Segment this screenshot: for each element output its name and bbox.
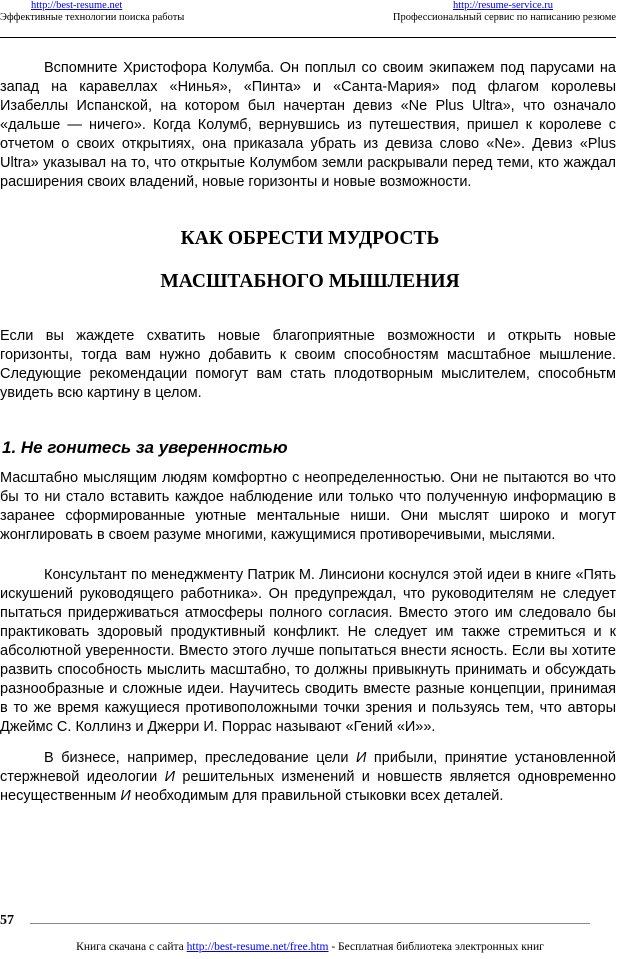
paragraph-lencioni: Консультант по менеджменту Патрик М. Линсиони коснулся этой идеи в книге «Пять искушений руководящего работника». Он предупреждал, что руководителям не следует пытаться придерживаться атмосферы полного согласия. Вместо этого им следовало бы практиковать здоровый продуктивный конфликт. Не следует им также стремиться и к абсолютной уверенности. Вместо этого лучше попытаться внести ясность. Если вы хотите развить способность мыслить масштабно, то должны привыкнуть принимать и обсуждать разнообразные и сложные идеи. Научитесь сводить вместе разные концепции, принимая в то же время кажущиеся противоположными точки зрения и пользуясь тем, что авторы Джеймс С. Коллинз и Джерри И. Поррас называют «Гений «И»». <box>0 567 616 735</box>
business-text-d: необходимым для правильной стыковки всех деталей. <box>130 788 504 804</box>
business-and-2: И <box>164 769 175 785</box>
business-text-b: прибыли, принятие установленной стержневой идеологии <box>0 750 616 785</box>
page-footer <box>0 941 620 953</box>
page-number: 57 <box>0 913 14 928</box>
business-and-3: И <box>120 788 131 804</box>
footer-prefix: Книга скачана с сайта <box>76 941 187 953</box>
footer-suffix: - Бесплатная библиотека электронных книг <box>328 941 544 953</box>
header-right-text: Профессиональный сервис по написанию резюме <box>392 12 616 23</box>
header-link-best-resume[interactable]: http://best-resume.net <box>31 0 123 11</box>
header-link-resume-service[interactable]: http://resume-service.ru <box>453 0 554 11</box>
chapter-title-line-1: КАК ОБРЕСТИ МУДРОСТЬ <box>180 228 440 249</box>
paragraph-business <box>0 749 616 806</box>
business-text-c: решительных изменений и новшеств является одновременно несущественным <box>0 769 616 804</box>
footer-link-free[interactable]: http://best-resume.net/free.htm <box>186 941 329 953</box>
paragraph-columbus: Вспомните Христофора Колумба. Он поплыл со своим экипажем под парусами на запад на каравеллах «Нинья», «Пинта» и «Санта-Мария» под флагом королевы Изабеллы Испанской, на котором был начертан девиз «Ne Plus Ultra», что означало «дальше — ничего». Когда Колумб, вернувшись из путешествия, пришел к королеве с отчетом о своих открытиях, она приказала убрать из девиза слово «Ne». Девиз «Plus Ultra» указывал на то, что открытые Колумбом земли раскрывали перед теми, кто жаждал расширения своих владений, новые горизонты и новые возможности. <box>0 60 616 190</box>
section-heading: 1. Не гонитесь за уверенностью <box>2 438 288 457</box>
business-and-1: И <box>356 750 367 766</box>
business-text-a: В бизнесе, например, преследование цели <box>44 750 356 766</box>
header-left-text: Эффективные технологии поиска работы <box>0 12 185 23</box>
paragraph-intro: Если вы жаждете схватить новые благоприятные возможности и открыть новые горизонты, тогда вам нужно добавить к своим способностям масштабное мышление. Следующие рекомендации помогут вам стать плодотворным мыслителем, способньтм увидеть всю картину в целом. <box>0 328 616 401</box>
chapter-title-line-2: МАСШТАБНОГО МЫШЛЕНИЯ <box>160 271 460 292</box>
paragraph-uncertainty: Масштабно мыслящим людям комфортно с неопределенностью. Они не пытаются во что бы то ни стало вставить каждое наблюдение или только что полученную информацию в заранее сформированные уютные ментальные ниши. Они мыслят широко и могут жонглировать в своем разуме многими, кажущимися противоречивыми, мыслями. <box>0 470 616 543</box>
footer-divider <box>30 923 590 924</box>
header-divider <box>0 37 616 38</box>
